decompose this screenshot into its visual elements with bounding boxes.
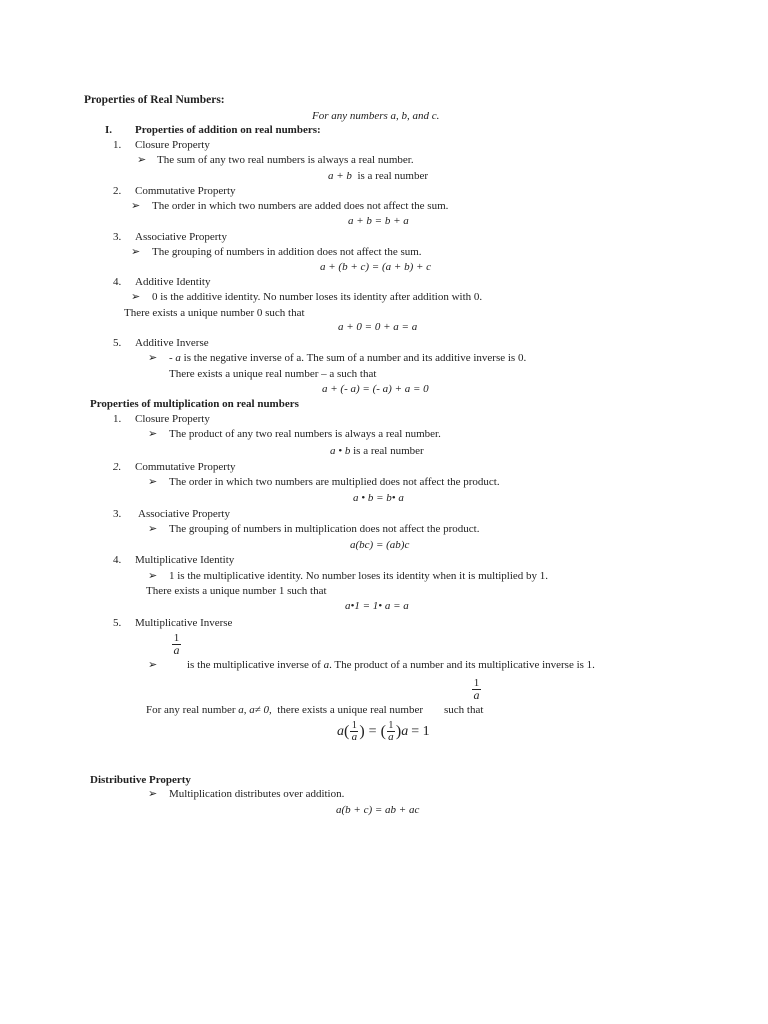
- page-subtitle: For any numbers a, b, and c.: [312, 110, 440, 122]
- list-number: 5.: [113, 617, 122, 629]
- property-name: Multiplicative Identity: [135, 554, 235, 566]
- property-formula: a•1 = 1• a = a: [345, 600, 409, 612]
- property-formula: a + 0 = 0 + a = a: [338, 321, 418, 333]
- arrow-bullet-icon: ➢: [148, 523, 158, 535]
- list-number: 3.: [113, 508, 122, 520]
- list-number: 3.: [113, 231, 122, 243]
- property-formula: a • b is a real number: [330, 445, 424, 457]
- section-heading-multiplication: Properties of multiplication on real numbers: [90, 398, 299, 410]
- property-name: Additive Identity: [135, 276, 211, 288]
- property-description: The order in which two numbers are added does not affect the sum.: [152, 200, 449, 212]
- list-number: 1.: [113, 139, 122, 151]
- arrow-bullet-icon: ➢: [148, 352, 158, 364]
- property-description: The product of any two real numbers is always a real number.: [169, 428, 441, 440]
- property-formula: a • b = b• a: [353, 492, 404, 504]
- list-number: 5.: [113, 337, 122, 349]
- list-number: 2.: [113, 185, 122, 197]
- list-number: 2.: [113, 461, 122, 473]
- property-name: Commutative Property: [135, 185, 236, 197]
- arrow-bullet-icon: ➢: [148, 659, 158, 671]
- reciprocal-fraction: 1 a: [173, 632, 180, 657]
- property-description: is the multiplicative inverse of a. The product of a number and its multiplicative inverse is 1.: [187, 659, 595, 671]
- property-formula: a + (b + c) = (a + b) + c: [320, 261, 432, 273]
- section-numeral: I.: [105, 124, 113, 136]
- property-name: Associative Property: [135, 231, 227, 243]
- arrow-bullet-icon: ➢: [137, 154, 147, 166]
- property-description: - a is the negative inverse of a. The sum of a number and its additive inverse is 0.: [169, 352, 527, 364]
- arrow-bullet-icon: ➢: [148, 788, 158, 800]
- property-description: 1 is the multiplicative identity. No number loses its identity when it is multiplied by 1.: [169, 570, 549, 582]
- arrow-bullet-icon: ➢: [148, 428, 158, 440]
- section-heading-addition: Properties of addition on real numbers:: [135, 124, 321, 136]
- property-name: Multiplicative Inverse: [135, 617, 233, 629]
- property-formula: a(bc) = (ab)c: [350, 539, 410, 551]
- list-number: 4.: [113, 554, 122, 566]
- property-description: Multiplication distributes over addition.: [169, 788, 345, 800]
- property-formula: a + b is a real number: [328, 170, 428, 182]
- reciprocal-fraction: 1 a: [473, 677, 480, 702]
- property-name: Closure Property: [135, 139, 210, 151]
- property-note: There exists a unique number 0 such that: [124, 307, 305, 319]
- inverse-equation: a ( 1 a ) = ( 1 a ) a = 1: [337, 720, 430, 743]
- page-title: Properties of Real Numbers:: [84, 94, 225, 106]
- property-formula: a(b + c) = ab + ac: [336, 804, 420, 816]
- property-formula: a + (- a) = (- a) + a = 0: [322, 383, 429, 395]
- property-note: There exists a unique real number – a such that: [169, 368, 377, 380]
- arrow-bullet-icon: ➢: [148, 476, 158, 488]
- arrow-bullet-icon: ➢: [148, 570, 158, 582]
- list-number: 1.: [113, 413, 122, 425]
- property-name: Commutative Property: [135, 461, 236, 473]
- property-name: Associative Property: [138, 508, 230, 520]
- section-heading-distributive: Distributive Property: [90, 774, 191, 786]
- list-number: 4.: [113, 276, 122, 288]
- property-description: The order in which two numbers are multiplied does not affect the product.: [169, 476, 500, 488]
- property-description: 0 is the additive identity. No number loses its identity after addition with 0.: [152, 291, 483, 303]
- property-name: Additive Inverse: [135, 337, 209, 349]
- arrow-bullet-icon: ➢: [131, 246, 141, 258]
- arrow-bullet-icon: ➢: [131, 291, 141, 303]
- property-note: There exists a unique number 1 such that: [146, 585, 327, 597]
- property-description: The sum of any two real numbers is always a real number.: [157, 154, 414, 166]
- property-description: The grouping of numbers in addition does not affect the sum.: [152, 246, 422, 258]
- arrow-bullet-icon: ➢: [131, 200, 141, 212]
- property-note: For any real number a, a≠ 0, there exists a unique real number such that: [146, 704, 484, 716]
- property-name: Closure Property: [135, 413, 210, 425]
- property-formula: a + b = b + a: [348, 215, 409, 227]
- property-description: The grouping of numbers in multiplication does not affect the product.: [169, 523, 480, 535]
